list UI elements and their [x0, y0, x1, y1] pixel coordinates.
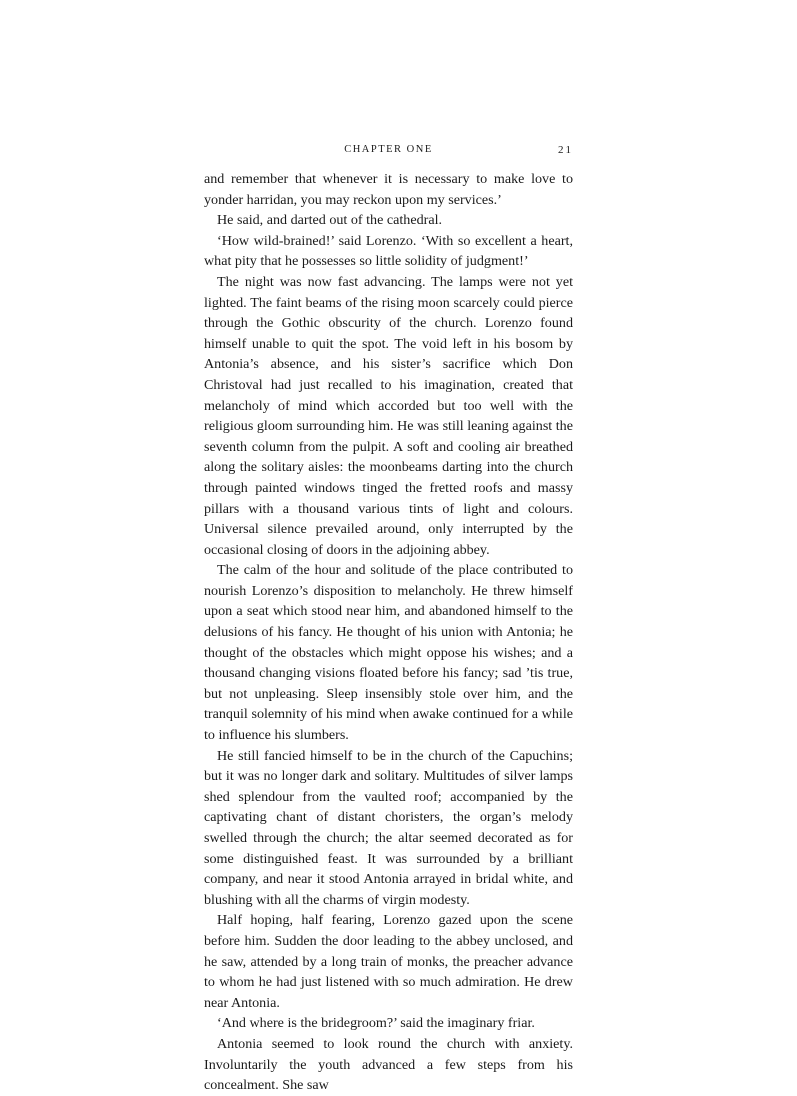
paragraph: He said, and darted out of the cathedral. — [217, 212, 443, 229]
page-number: 21 — [558, 144, 573, 156]
running-head — [204, 144, 573, 162]
paragraph: The night was now fast advancing. The lamps were not yet lighted. The faint beams of the rising moon scarcely could pierce through the Gothic obscurity of the church. Lorenzo found himself unable to quit the spot. The void left in his bosom by Antonia’s absence, and his sister’s sacrifice which Don Christoval had just recalled to his imagination, created that melancholy of mind which accorded but too well with the religious gloom surrounding him. He was still leaning against the seventh column from the pulpit. A soft and cooling air breathed along the solitary aisles: the moonbeams darting into the church through painted windows tinged the fretted roofs and massy pillars with a thousand various tints of light and colours. Universal silence prevailed around, only interrupted by the occasional closing of doors in the adjoining abbey. — [204, 273, 573, 558]
paragraph: and remember that whenever it is necessary to make love to yonder harridan, you may reckon upon my services.’ — [204, 171, 573, 208]
paragraph: Half hoping, half fearing, Lorenzo gazed upon the scene before him. Sudden the door leading to the abbey unclosed, and he saw, attended by a long train of monks, the preacher advance to whom he had just listened with so much admiration. He drew near Antonia. — [204, 912, 573, 1011]
body-text — [204, 169, 573, 1096]
paragraph: Antonia seemed to look round the church with anxiety. Involuntarily the youth advanced a few steps from his concealment. She saw — [204, 1035, 573, 1094]
paragraph: ‘And where is the bridegroom?’ said the imaginary friar. — [217, 1015, 535, 1032]
paragraph: He still fancied himself to be in the church of the Capuchins; but it was no longer dark and solitary. Multitudes of silver lamps shed splendour from the vaulted roof; accompanied by the captivating chant of distant choristers, the organ’s melody swelled through the church; the altar seemed decorated as for some distinguished feast. It was surrounded by a brilliant company, and near it stood Antonia arrayed in bridal white, and blushing with all the charms of virgin modesty. — [204, 747, 573, 908]
chapter-title: CHAPTER ONE — [344, 144, 433, 155]
paragraph: ‘How wild-brained!’ said Lorenzo. ‘With so excellent a heart, what pity that he possesses so little solidity of judgment!’ — [204, 232, 573, 270]
paragraph: The calm of the hour and solitude of the place contributed to nourish Lorenzo’s disposition to melancholy. He threw himself upon a seat which stood near him, and abandoned himself to the delusions of his fancy. He thought of his union with Antonia; he thought of the obstacles which might oppose his wishes; and a thousand changing visions floated before his fancy; sad ’tis true, but not unpleasing. Sleep insensibly stole over him, and the tranquil solemnity of his mind when awake continued for a while to influence his slumbers. — [204, 562, 573, 744]
